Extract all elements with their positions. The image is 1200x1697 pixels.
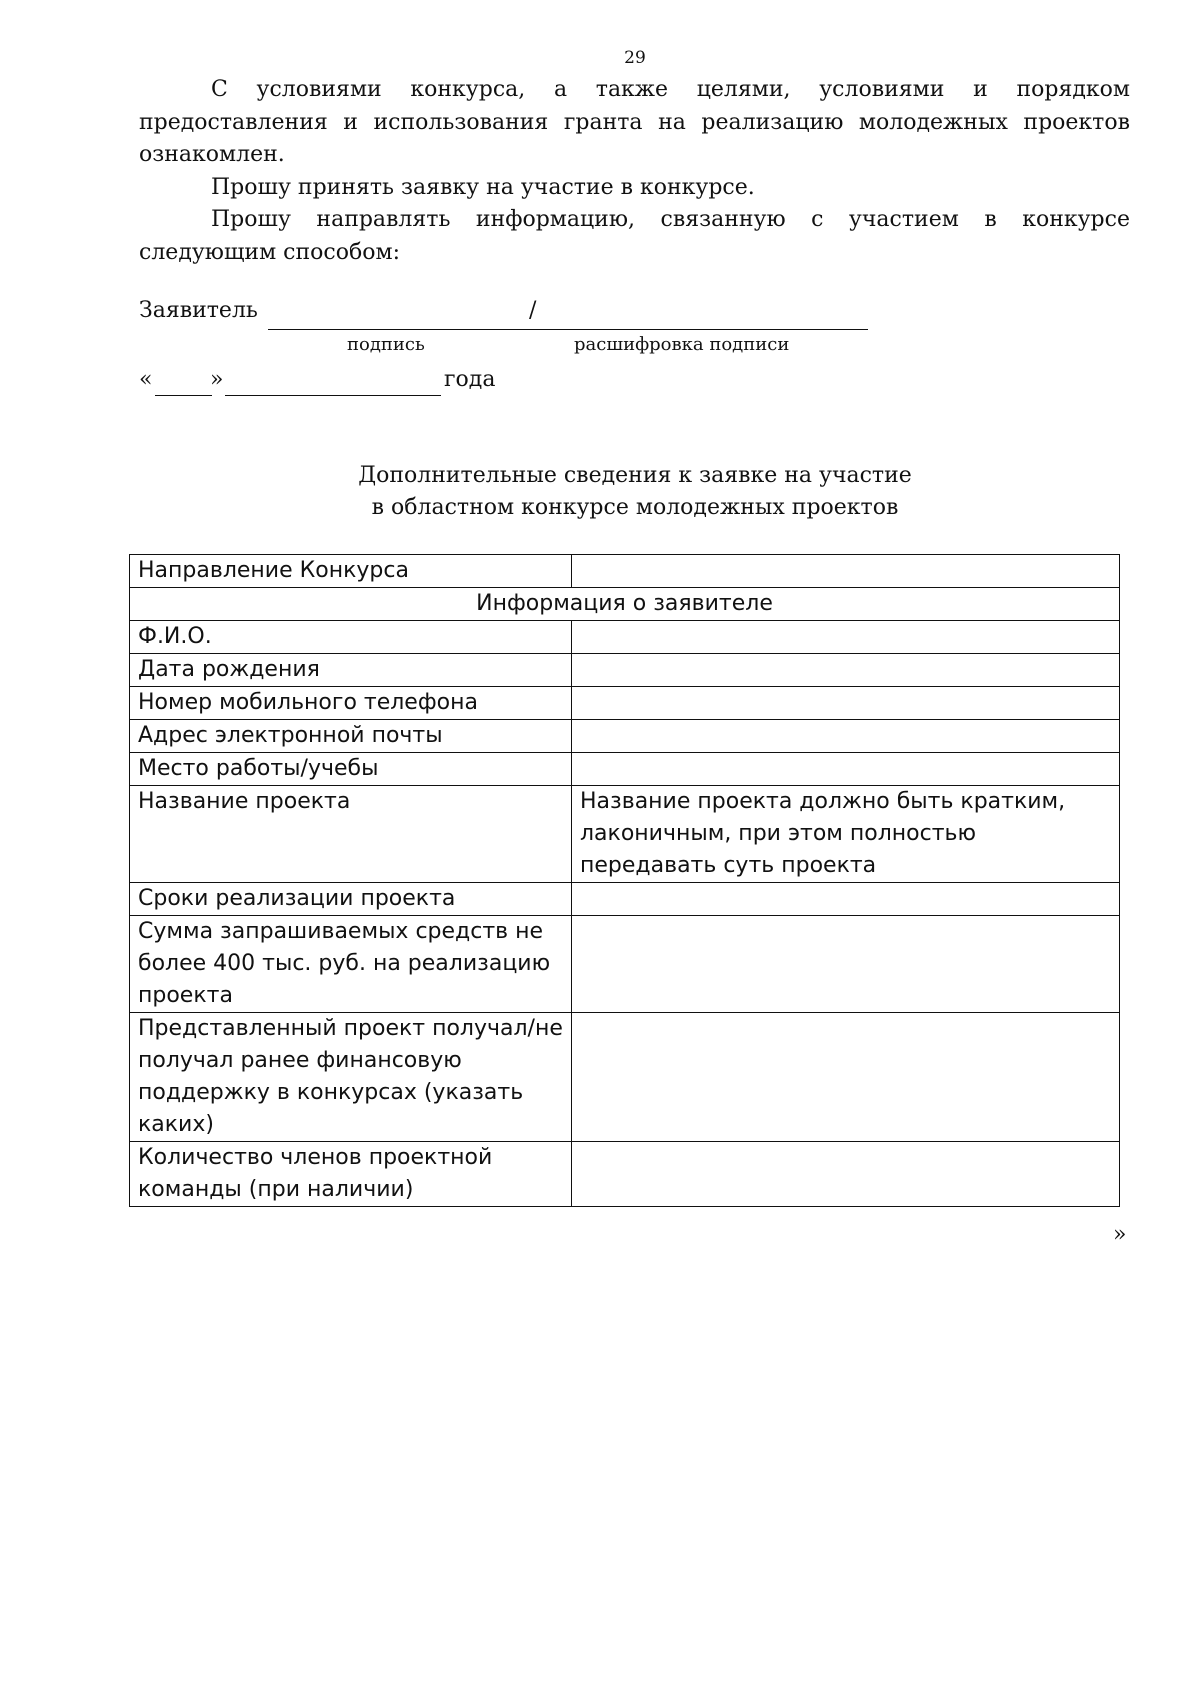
intro-paragraph-contact-method: Прошу направлять информацию, связанную с участием в конкурсе следующим способом:	[139, 207, 1130, 265]
direction-value-cell[interactable]	[572, 555, 1120, 588]
table-row	[130, 1142, 1120, 1207]
table-row	[130, 555, 1120, 588]
table-row	[130, 753, 1120, 786]
row-label-requested-amount: Сумма запрашиваемых средств не более 400 тыс. руб. на реализацию проекта	[130, 916, 572, 1013]
applicant-info-table	[129, 554, 1120, 1207]
row-value-team-size[interactable]	[572, 1142, 1120, 1207]
row-value-workplace[interactable]	[572, 753, 1120, 786]
row-value-fio[interactable]	[572, 621, 1120, 654]
row-label-project-timeline: Сроки реализации проекта	[130, 883, 572, 916]
row-value-project-name[interactable]: Название проекта должно быть кратким, лаконичным, при этом полностью передавать суть проекта	[572, 786, 1120, 883]
row-label-project-name: Название проекта	[130, 786, 572, 883]
row-value-requested-amount[interactable]	[572, 916, 1120, 1013]
signature-line[interactable]	[268, 329, 530, 330]
row-label-prior-funding: Представленный проект получал/не получал ранее финансовую поддержку в конкурсах (указать каких)	[130, 1013, 572, 1142]
signature-separator: /	[529, 298, 537, 323]
additional-info-title-line1: Дополнительные сведения к заявке на участие	[358, 463, 912, 488]
row-label-mobile-phone: Номер мобильного телефона	[130, 687, 572, 720]
closing-quote: »	[1113, 1222, 1127, 1247]
row-value-prior-funding[interactable]	[572, 1013, 1120, 1142]
applicant-section-header: Информация о заявителе	[130, 588, 1120, 621]
direction-label: Направление Конкурса	[130, 555, 572, 588]
intro-paragraph-request: Прошу принять заявку на участие в конкурсе.	[211, 174, 755, 200]
row-label-team-size: Количество членов проектной команды (при наличии)	[130, 1142, 572, 1207]
signature-caption: подпись	[347, 334, 425, 355]
table-row	[130, 621, 1120, 654]
row-value-mobile-phone[interactable]	[572, 687, 1120, 720]
applicant-label: Заявитель	[139, 298, 258, 323]
signature-decoding-caption: расшифровка подписи	[574, 334, 790, 355]
page-number: 29	[624, 48, 646, 68]
row-value-project-timeline[interactable]	[572, 883, 1120, 916]
table-row	[130, 654, 1120, 687]
row-value-email[interactable]	[572, 720, 1120, 753]
row-label-fio: Ф.И.О.	[130, 621, 572, 654]
table-row	[130, 687, 1120, 720]
date-day-line[interactable]	[155, 395, 212, 396]
row-value-birth-date[interactable]	[572, 654, 1120, 687]
table-row	[130, 786, 1120, 883]
table-row	[130, 588, 1120, 621]
row-label-workplace: Место работы/учебы	[130, 753, 572, 786]
row-label-birth-date: Дата рождения	[130, 654, 572, 687]
table-row	[130, 916, 1120, 1013]
table-row	[130, 883, 1120, 916]
intro-paragraph-conditions: С условиями конкурса, а также целями, условиями и порядком предоставления и использования гранта на реализацию молодежных проектов ознакомлен.	[139, 77, 1130, 167]
table-row	[130, 720, 1120, 753]
signature-decoding-line[interactable]	[530, 329, 868, 330]
row-label-email: Адрес электронной почты	[130, 720, 572, 753]
table-row	[130, 1013, 1120, 1142]
date-month-line[interactable]	[225, 395, 441, 396]
intro-text	[139, 74, 1130, 269]
additional-info-title	[0, 460, 1200, 524]
additional-info-title-line2: в областном конкурсе молодежных проектов	[371, 495, 899, 520]
date-open-quote: «	[139, 367, 153, 392]
date-year-word: года	[444, 367, 496, 392]
date-close-quote: »	[210, 367, 224, 392]
